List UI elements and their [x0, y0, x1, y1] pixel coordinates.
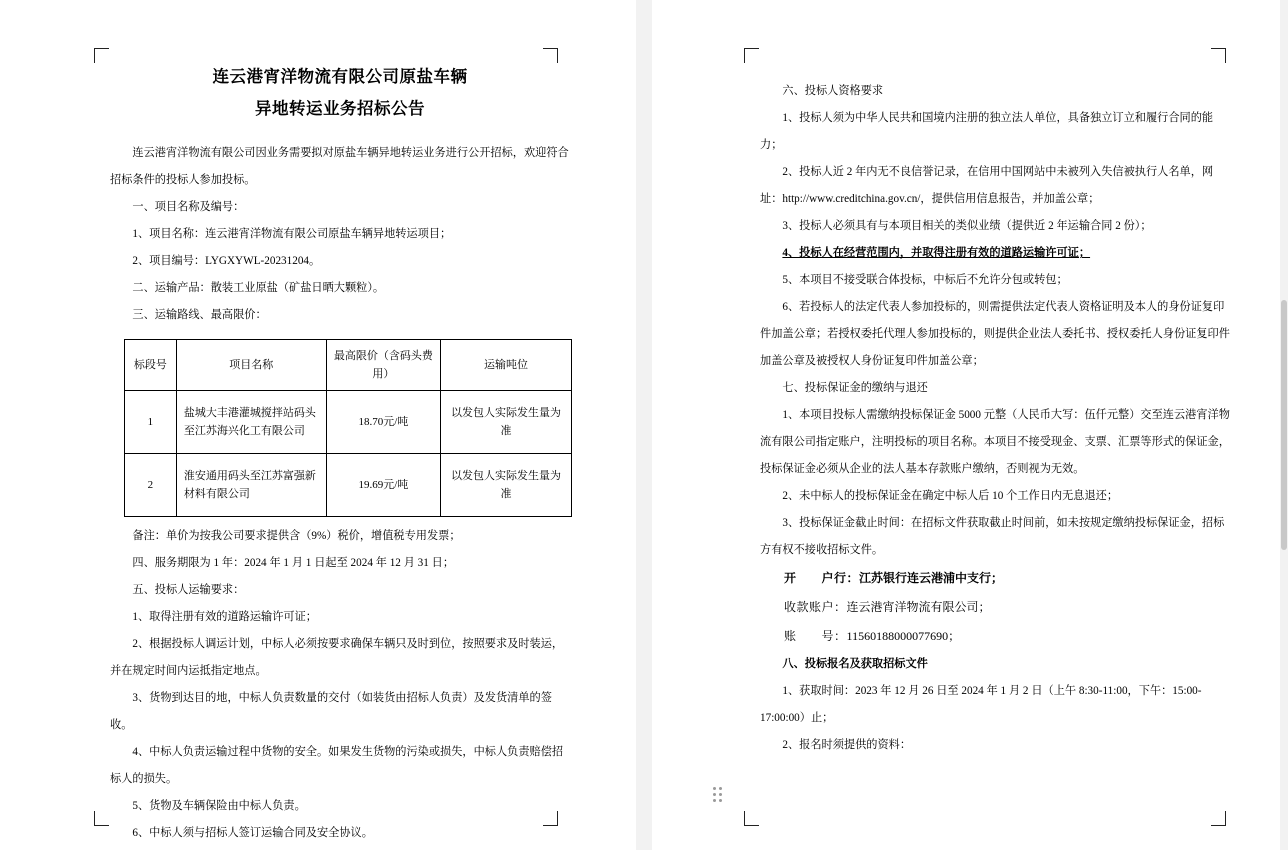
bond-item-2: 2、未中标人的投标保证金在确定中标人后 10 个工作日内无息退还；	[782, 490, 1119, 502]
bond-item-1: 1、本项目投标人需缴纳投标保证金 5000 元整（人民币大写：伍仟元整）交至连云港宵洋物流有限公司指定账户，注明投标的项目名称。本项目不接受现金、支票、汇票等形式的保证金，投标保证金必须从企业的法人基本存款账户缴纳，否则视为无效。	[760, 409, 1230, 475]
section-project-name-item: 1、项目名称：连云港宵洋物流有限公司原盐车辆异地转运项目；	[132, 228, 452, 240]
crop-mark-top-right	[543, 48, 558, 63]
section-project-name-heading: 一、项目名称及编号：	[132, 201, 245, 213]
drag-handle[interactable]	[712, 786, 724, 804]
requirement-item-3: 3、货物到达目的地，中标人负责数量的交付（如装货由招标人负责）及发货清单的签收。	[110, 692, 552, 731]
section-qualification-heading: 六、投标人资格要求	[782, 85, 884, 97]
section-transport-requirements-heading: 五、投标人运输要求：	[132, 584, 245, 596]
bond-item-3: 3、投标保证金截止时间：在招标文件获取截止时间前，如未按规定缴纳投标保证金，招标方有权不接收招标文件。	[760, 517, 1225, 556]
qualification-item-1: 1、投标人须为中华人民共和国境内注册的独立法人单位，具备独立订立和履行合同的能力；	[760, 112, 1214, 151]
qualification-item-3: 3、投标人必须具有与本项目相关的类似业绩（提供近 2 年运输合同 2 份）；	[782, 220, 1152, 232]
section-apply-heading: 八、投标报名及获取招标文件	[782, 658, 928, 670]
table-header-tonnage: 运输吨位	[441, 340, 572, 391]
qualification-item-4: 4、投标人在经营范围内，并取得注册有效的道路运输许可证；	[782, 247, 1091, 259]
table-header-price: 最高限价（含码头费用）	[326, 340, 440, 391]
page-right	[652, 0, 1288, 850]
section-project-code-item: 2、项目编号：LYGXYWL-20231204。	[132, 255, 321, 267]
vertical-scrollbar[interactable]	[1280, 0, 1288, 850]
requirement-item-1: 1、取得注册有效的道路运输许可证；	[132, 611, 317, 623]
requirement-item-5: 5、货物及车辆保险由中标人负责。	[132, 800, 306, 812]
qualification-item-2: 2、投标人近 2 年内无不良信誉记录，在信用中国网站中未被列入失信被执行人名单，网址：http://www.creditchina.gov.cn/，提供信用信息报告，并加盖公章；	[760, 166, 1214, 205]
qualification-item-6: 6、若投标人的法定代表人参加投标的，则需提供法定代表人资格证明及本人的身份证复印件加盖公章；若授权委托代理人参加投标的，则提供企业法人委托书、授权委托人身份证复印件加盖公章及被授权人身份证复印件加盖公章；	[760, 301, 1230, 367]
payee-value: 连云港宵洋物流有限公司；	[846, 600, 991, 614]
intro-paragraph: 连云港宵洋物流有限公司因业务需要拟对原盐车辆异地转运业务进行公开招标，欢迎符合招标条件的投标人参加投标。	[110, 147, 569, 186]
qualification-item-5: 5、本项目不接受联合体投标，中标后不允许分包或转包；	[782, 274, 1068, 286]
apply-item-2: 2、报名时须提供的资料：	[782, 739, 912, 751]
crop-mark-top-left	[744, 48, 759, 63]
payee-line	[760, 593, 1230, 622]
table-header-index: 标段号	[125, 340, 177, 391]
account-value: 11560188000077690；	[846, 629, 961, 643]
requirement-item-6: 6、中标人须与招标人签订运输合同及安全协议。	[132, 827, 373, 839]
payee-label: 收款账户：	[784, 600, 847, 614]
bank-name-line	[760, 564, 1230, 593]
crop-mark-bottom-left	[94, 811, 109, 826]
bank-name-value: 江苏银行连云港浦中支行；	[859, 571, 1004, 585]
page-title-line-1: 连云港宵洋物流有限公司原盐车辆	[212, 67, 468, 86]
section-service-period: 四、服务期限为 1 年：2024 年 1 月 1 日起至 2024 年 12 月 31 日；	[132, 557, 455, 569]
scrollbar-thumb[interactable]	[1281, 300, 1287, 550]
account-label: 账 号：	[784, 629, 847, 643]
page-right-content	[760, 78, 1230, 759]
page-left	[0, 0, 636, 850]
requirement-item-2: 2、根据投标人调运计划，中标人必须按要求确保车辆只及时到位，按照要求及时装运，并在规定时间内运抵指定地点。	[110, 638, 564, 677]
table-cell-tonnage: 以发包人实际发生量为准	[441, 391, 572, 454]
table-row	[125, 454, 572, 517]
section-bond-heading: 七、投标保证金的缴纳与退还	[782, 382, 928, 394]
page-left-content	[110, 62, 570, 847]
crop-mark-bottom-right	[1211, 811, 1226, 826]
table-cell-name: 盐城大丰港灌城搅拌站码头至江苏海兴化工有限公司	[176, 391, 326, 454]
bank-name-label: 开 户行：	[784, 571, 860, 585]
page-gutter	[636, 0, 652, 850]
table-cell-price: 18.70元/吨	[326, 391, 440, 454]
table-cell-tonnage: 以发包人实际发生量为准	[441, 454, 572, 517]
table-header-name: 项目名称	[176, 340, 326, 391]
table-cell-price: 19.69元/吨	[326, 454, 440, 517]
rate-table	[124, 339, 572, 517]
section-route-heading: 三、运输路线、最高限价：	[132, 309, 267, 321]
requirement-item-4: 4、中标人负责运输过程中货物的安全。如果发生货物的污染或损失，中标人负责赔偿招标人的损失。	[110, 746, 564, 785]
crop-mark-bottom-left	[744, 811, 759, 826]
table-row	[125, 391, 572, 454]
apply-item-1: 1、获取时间：2023 年 12 月 26 日至 2024 年 1 月 2 日（上午 8:30-11:00，下午：15:00-17:00:00）止；	[760, 685, 1202, 724]
page-title-line-2: 异地转运业务招标公告	[255, 99, 425, 118]
crop-mark-top-right	[1211, 48, 1226, 63]
section-product-heading: 二、运输产品：散装工业原盐（矿盐日晒大颗粒）。	[132, 282, 385, 294]
table-cell-index: 1	[125, 391, 177, 454]
table-note: 备注：单价为按我公司要求提供含（9%）税价，增值税专用发票；	[132, 530, 461, 542]
account-line	[760, 622, 1230, 651]
table-header-row	[125, 340, 572, 391]
crop-mark-top-left	[94, 48, 109, 63]
table-cell-index: 2	[125, 454, 177, 517]
table-cell-name: 淮安通用码头至江苏富强新材料有限公司	[176, 454, 326, 517]
